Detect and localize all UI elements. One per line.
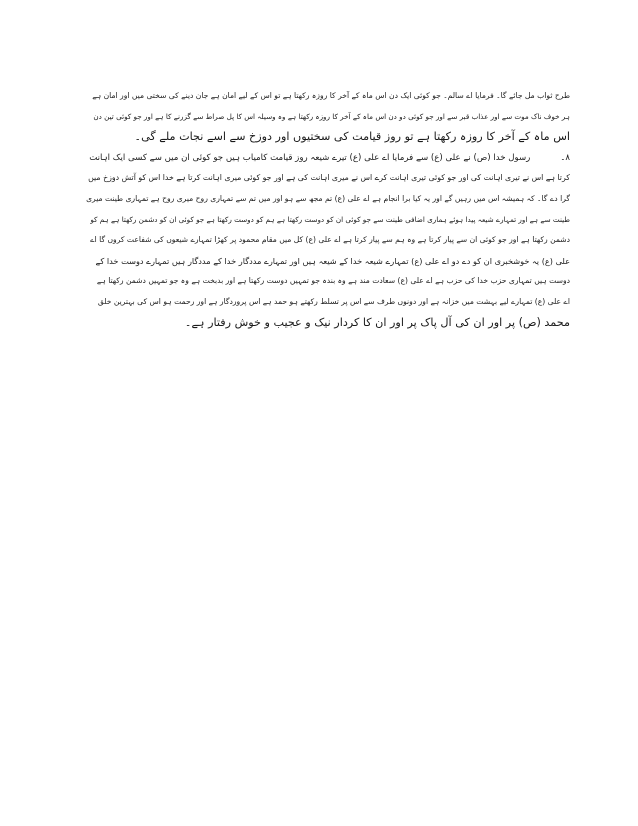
paragraph-2-line-7: دوست ہیں تمہاری حزب خدا کی حزب ہے اے علی (ع) سعادت مند ہے وہ بندہ جو تمہیں دوست رکھتا ہے اور بدبخت ہے وہ جو تمہیں دشمن رکھتا ہے [96, 276, 570, 286]
paragraph-1-line-2: ہر خوف ناک موت سے اور عذاب قبر سے اور جو کوئی دو دن اس ماہ کے آخر کا روزہ رکھتا ہے وہ وسیلہ اس کا پل صراط سے گزرنے کا ہے اور جو کوئی تین دن [93, 111, 570, 121]
paragraph-2-line-9: محمد (ص) پر اور ان کی آل پاک پر اور ان کا کردار نیک و عجیب و خوش رفتار ہے۔ [184, 315, 570, 329]
paragraph-1-line-1: طرح ثواب مل جائے گا۔ فرمایا اے سالم۔ جو کوئی ایک دن اس ماہ کے آخر کا روزہ رکھتا ہے تو اس کے لیے امان ہے جان دینے کی سختی میں اور امان ہے [92, 91, 570, 100]
paragraph-number: ۸۔ [560, 152, 570, 163]
paragraph-2-line-1 [86, 148, 570, 169]
paragraph-2-line-3: گرا دے گا۔ کہ ہمیشہ اس میں رہیں گے اور یہ کیا برا انجام ہے اے علی (ع) تم مجھ سے ہو اور میں تم سے تمہاری روح میری روح ہے تمہاری طینت میری [86, 193, 570, 203]
paragraph-1-line-3: اس ماہ کے آخر کا روزہ رکھتا ہے تو روز قیامت کی سختیوں اور دوزخ سے اسے نجات ملے گی۔ [134, 130, 570, 144]
paragraph-2-line-5: دشمن رکھتا ہے اور جو کوئی ان سے پیار کرتا ہے وہ ہم سے پیار کرتا ہے اے علی (ع) کل میں مقام محمود پر کھڑا تمہارے شیعوں کی شفاعت کروں گا اے [90, 235, 570, 245]
paragraph-2-line-1-text: رسول خدا (ص) نے علی (ع) سے فرمایا اے علی (ع) تیرے شیعہ روز قیامت کامیاب ہیں جو کوئی ان میں سے کسی ایک اہانت [89, 152, 531, 163]
paragraph-2-line-2: کرتا ہے اس نے تیری اہانت کی اور جو کوئی تیری اہانت کرے اس نے میری اہانت کی ہے اور جو کوئی میری اہانت کرتا ہے خدا اس کو آتش دوزخ میں [88, 173, 570, 183]
paragraph-2-line-6: علی (ع) یہ خوشخبری ان کو دے دو اے علی (ع) تمہارے شیعہ خدا کے شیعہ ہیں اور تمہارے مددگار خدا کے مددگار ہیں تمہارے دوست خدا کے [95, 255, 570, 266]
body-text [86, 86, 570, 333]
paragraph-2-line-8: اے علی (ع) تمہارے لیے بہشت میں خزانہ ہے اور دونوں طرف سے اس پر تسلط رکھتے ہو حمد ہے اس پروردگار ہے اور رحمت ہو اس کی بہترین خلق [97, 296, 570, 306]
paragraph-2-line-4: طینت سے ہے اور تمہارے شیعہ پیدا ہوئے ہماری اضافی طینت سے جو کوئی ان کو دوست رکھتا ہے ہم کو دوست رکھتا ہے جو کوئی ان کو دشمن رکھتا ہے ہم کو [90, 214, 570, 224]
